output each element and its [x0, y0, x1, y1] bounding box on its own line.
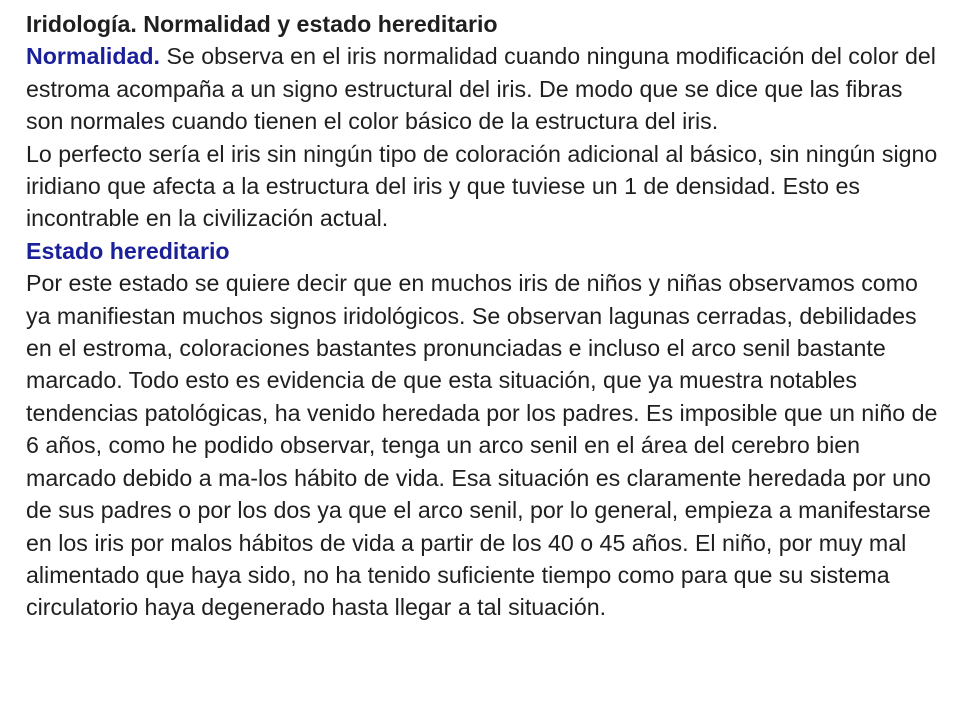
paragraph-text: Se observa en el iris normalidad cuando ninguna modificación del color del estroma acompaña a un signo estructural del iris. De modo que se dice que las fibras son normales cuando tienen el color básico de la estructura del iris. [26, 43, 936, 135]
paragraph-normalidad [26, 40, 946, 137]
paragraph-perfecto: Lo perfecto sería el iris sin ningún tipo de coloración adicional al básico, sin ningún signo iridiano que afecta a la estructura del iris y que tuviese un 1 de densidad. Esto es incontrable en la civilización actual. [26, 140, 938, 232]
paragraph-estado-hereditario: Por este estado se quiere decir que en muchos iris de niños y niñas observamos como ya manifiestan muchos signos iridológicos. Se observan lagunas cerradas, debilidades en el estroma, coloraciones bastantes pronunciadas e incluso el arco senil bastante marcado. Todo esto es evidencia de que esta situación, que ya muestra notables tendencias patológicas, ha venido heredada por los padres. Es imposible que un niño de 6 años, como he podido observar, tenga un arco senil en el área del cerebro bien marcado debido a ma-los hábito de vida. Esa situación es claramente heredada por uno de sus padres o por los dos ya que el arco senil, por lo general, empieza a manifestarse en los iris por malos hábitos de vida a partir de los 40 o 45 años. El niño, por muy mal alimentado que haya sido, no ha tenido suficiente tiempo como para que su sistema circulatorio haya degenerado hasta llegar a tal situación. [26, 270, 938, 621]
document-title: Iridología. Normalidad y estado hereditario [26, 11, 498, 37]
document-body [26, 8, 946, 624]
section-heading-normalidad: Normalidad. [26, 43, 160, 70]
section-heading-estado-hereditario: Estado hereditario [26, 237, 230, 264]
